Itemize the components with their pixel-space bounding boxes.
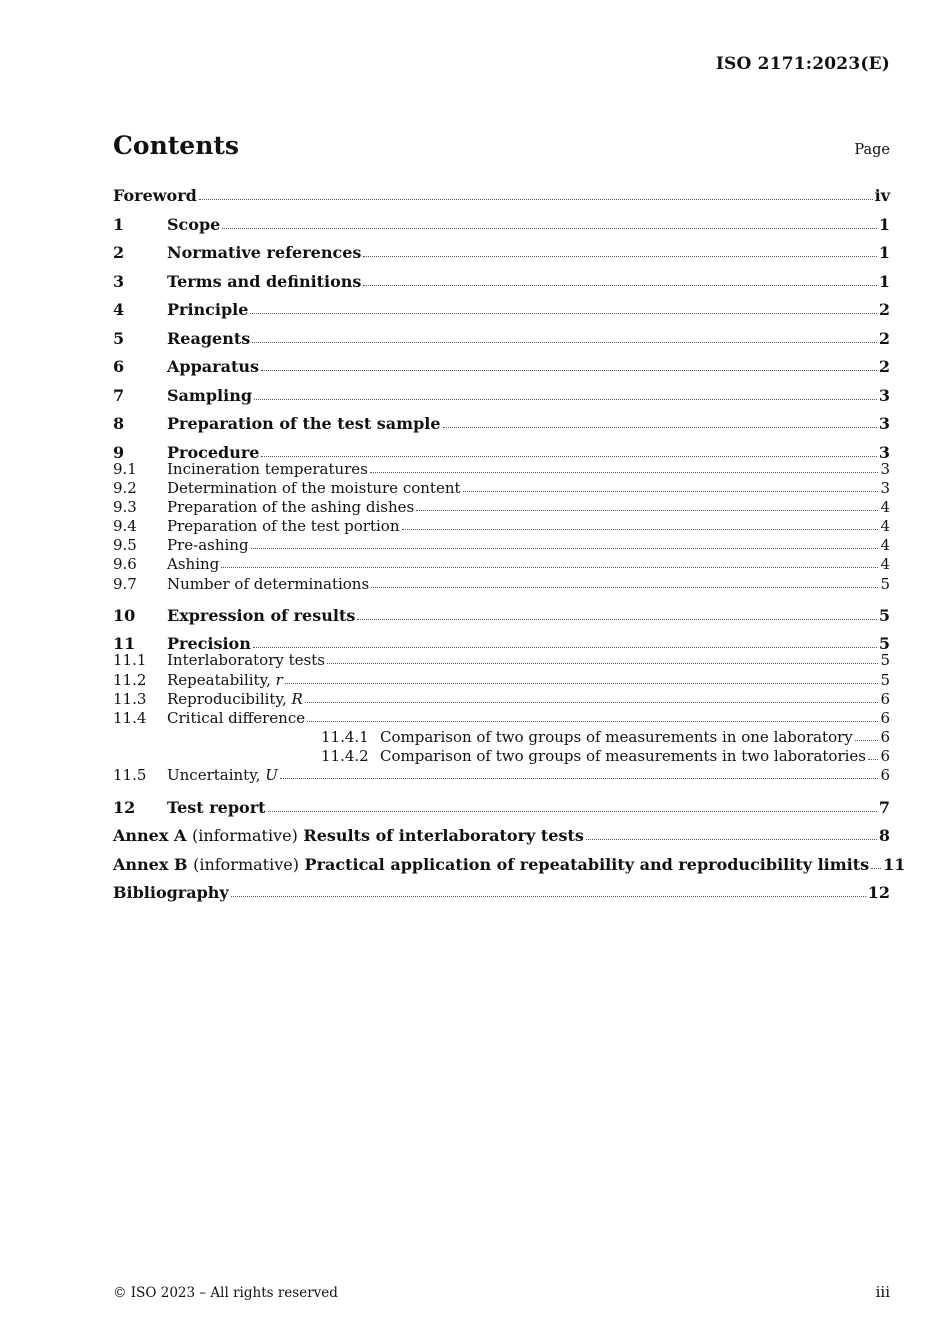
symbol-r: r [275,670,283,689]
toc-entry-page: 4 [880,555,890,574]
subclause-number: 9.3 [113,497,137,516]
toc-entry-title: Reagents [167,328,251,348]
clause-number: 6 [113,357,125,376]
dot-leader [363,256,876,257]
subclause-number: 11.5 [113,766,147,785]
dot-leader [307,721,878,722]
toc-entry-clause-11[interactable] [113,631,890,654]
dot-leader [254,399,877,400]
copyright-notice: © ISO 2023 – All rights reserved [113,1285,338,1301]
toc-entry-title: Precision [167,634,251,654]
toc-entry-annex-a[interactable] [113,823,890,852]
dot-leader [371,587,878,588]
annex-type: (informative) [191,826,298,846]
dot-leader [253,647,877,648]
toc-entry-subclause-9-6[interactable] [113,555,890,574]
toc-entry-title: Sampling [167,385,253,405]
toc-entry-page: 4 [880,536,890,555]
dot-leader [357,619,877,620]
annex-label: Annex B [113,854,188,874]
dot-leader [363,285,876,286]
dot-leader [586,839,877,840]
toc-entry-subclause-11-4-2[interactable] [113,747,890,766]
symbol-R: R [291,689,303,708]
toc-entry-clause-3[interactable] [113,269,890,298]
toc-entry-title: Foreword [113,186,197,205]
toc-entry-page: 7 [878,797,890,817]
toc-entry-clause-6[interactable] [113,354,890,383]
toc-entry-title [113,823,584,849]
symbol-U: U [265,766,278,785]
toc-entry-page: 1 [878,214,890,234]
dot-leader [252,342,877,343]
toc-entry-title [113,852,869,878]
toc-entry-title: Terms and definitions [167,271,362,291]
subclause-number: 9.4 [113,517,137,536]
toc-entry-subclause-11-4-1[interactable] [113,728,890,747]
subclause-number: 9.5 [113,536,137,555]
dot-leader [402,529,879,530]
toc-entry-title: Number of determinations [167,574,370,593]
toc-entry-clause-9[interactable] [113,440,890,460]
toc-entry-clause-12[interactable] [113,795,890,824]
toc-entry-page: 3 [878,442,890,462]
toc-entry-page: 11 [883,854,906,874]
toc-entry-clause-7[interactable] [113,383,890,412]
toc-entry-title: Normative references [167,243,362,262]
toc-entry-title: Uncertainty, U [167,766,278,785]
page-column-label: Page [854,142,890,158]
subclause-number: 9.1 [113,459,137,478]
toc-entry-subclause-11-4[interactable] [113,709,890,728]
toc-entry-page: 6 [880,766,890,785]
toc-entry-page: 2 [878,300,890,319]
toc-entry-title: Interlaboratory tests [167,651,325,670]
toc-entry-title: Preparation of the ashing dishes [167,497,415,516]
clause-number: 3 [113,271,125,291]
toc-entry-subclause-9-1[interactable] [113,460,890,479]
clause-number: 8 [113,414,125,433]
subclause-number: 9.2 [113,478,137,497]
subclause-number: 11.4 [113,708,147,727]
subclause-number: 11.1 [113,651,147,670]
toc-entry-subclause-11-1[interactable] [113,651,890,670]
toc-entry-page: 5 [878,634,890,654]
contents-heading: Contents [113,131,240,160]
dot-leader [327,663,879,664]
page-number: iii [875,1283,890,1301]
toc-entry-page: 8 [878,826,890,846]
toc-entry-page: 6 [880,689,890,708]
dot-leader [868,759,878,760]
toc-entry-page: 3 [880,478,890,497]
toc-entry-page: 5 [878,605,890,625]
toc-entry-subclause-9-7[interactable] [113,575,890,594]
toc-entry-subclause-9-4[interactable] [113,517,890,536]
toc-entry-title: Scope [167,214,221,234]
annex-title: Practical application of repeatability and reproducibility limits [304,854,870,874]
toc-entry-title: Determination of the moisture content [167,478,461,497]
clause-number: 5 [113,328,125,348]
clause-number: 11 [113,634,136,654]
dot-leader [199,199,873,200]
clause-number: 12 [113,797,136,817]
dot-leader [261,370,877,371]
toc-entry-clause-10[interactable] [113,603,890,632]
dot-leader [250,313,876,314]
clause-number: 1 [113,214,125,234]
toc-entry-page: 12 [867,883,890,903]
toc-entry-subclause-9-5[interactable] [113,536,890,555]
dot-leader [221,567,878,568]
clause-number: 10 [113,605,136,625]
dot-leader [285,683,879,684]
dot-leader [231,896,866,897]
table-of-contents [113,183,906,909]
toc-entry-title: Ashing [167,555,220,574]
subclause-number: 9.6 [113,555,137,574]
subclause-number: 9.7 [113,574,137,593]
toc-entry-title: Bibliography [113,883,229,903]
toc-entry-title: Incineration temperatures [167,459,368,478]
toc-entry-title: Test report [167,797,266,817]
toc-entry-page: iv [874,186,890,205]
toc-entry-title: Comparison of two groups of measurements in two laboratories [380,747,866,766]
clause-number: 2 [113,243,125,262]
toc-entry-page: 3 [880,459,890,478]
toc-entry-foreword[interactable] [113,183,890,212]
toc-entry-title: Procedure [167,442,260,462]
dot-leader [370,472,879,473]
toc-entry-annex-b[interactable] [113,852,906,881]
toc-entry-page: 6 [880,728,890,747]
toc-entry-page: 4 [880,497,890,516]
toc-entry-title: Pre-ashing [167,536,249,555]
toc-entry-page: 6 [880,708,890,727]
toc-entry-subclause-9-2[interactable] [113,479,890,498]
dot-leader [268,811,877,812]
annex-title: Results of interlaboratory tests [303,826,584,846]
dot-leader [261,456,876,457]
toc-entry-page: 1 [878,243,890,262]
toc-entry-title: Apparatus [167,357,259,376]
clause-number: 7 [113,385,125,405]
dot-leader [305,702,879,703]
annex-type: (informative) [193,854,299,874]
toc-entry-page: 5 [880,651,890,670]
toc-entry-title: Preparation of the test portion [167,517,400,536]
toc-entry-page: 3 [878,385,890,405]
toc-entry-page: 3 [878,414,890,433]
clause-number: 9 [113,442,125,462]
toc-entry-title: Expression of results [167,605,356,625]
toc-entry-subclause-11-2[interactable] [113,671,890,690]
toc-entry-page: 2 [878,357,890,376]
dot-leader [871,868,881,869]
toc-entry-title: Preparation of the test sample [167,414,441,433]
toc-entry-subclause-9-3[interactable] [113,498,890,517]
toc-entry-page: 4 [880,517,890,536]
annex-label: Annex A [113,826,187,846]
document-identifier: ISO 2171:2023(E) [715,54,890,74]
toc-entry-page: 1 [878,271,890,291]
toc-entry-subclause-11-3[interactable] [113,690,890,709]
toc-entry-clause-2[interactable] [113,240,890,269]
dot-leader [280,778,879,779]
toc-entry-page: 5 [880,670,890,689]
dot-leader [443,427,877,428]
toc-entry-title: Repeatability, r [167,670,283,689]
toc-entry-clause-8[interactable] [113,411,890,440]
dot-leader [855,740,879,741]
subclause-number: 11.4.1 [321,728,369,747]
toc-entry-subclause-11-5[interactable] [113,766,890,785]
dot-leader [416,510,878,511]
toc-entry-clause-1[interactable] [113,212,890,241]
toc-entry-title: Comparison of two groups of measurements in one laboratory [380,728,853,747]
toc-entry-title: Critical difference [167,708,306,727]
subclause-number: 11.3 [113,689,147,708]
dot-leader [222,228,877,229]
dot-leader [463,491,879,492]
toc-entry-bibliography[interactable] [113,880,890,909]
dot-leader [251,548,879,549]
toc-entry-page: 2 [878,328,890,348]
toc-entry-page: 6 [880,747,890,766]
subclause-number: 11.4.2 [321,747,369,766]
toc-entry-clause-4[interactable] [113,297,890,326]
toc-entry-title: Reproducibility, R [167,689,303,708]
toc-entry-clause-5[interactable] [113,326,890,355]
toc-entry-page: 5 [880,574,890,593]
toc-entry-title: Principle [167,300,249,319]
clause-number: 4 [113,300,125,319]
subclause-number: 11.2 [113,670,147,689]
